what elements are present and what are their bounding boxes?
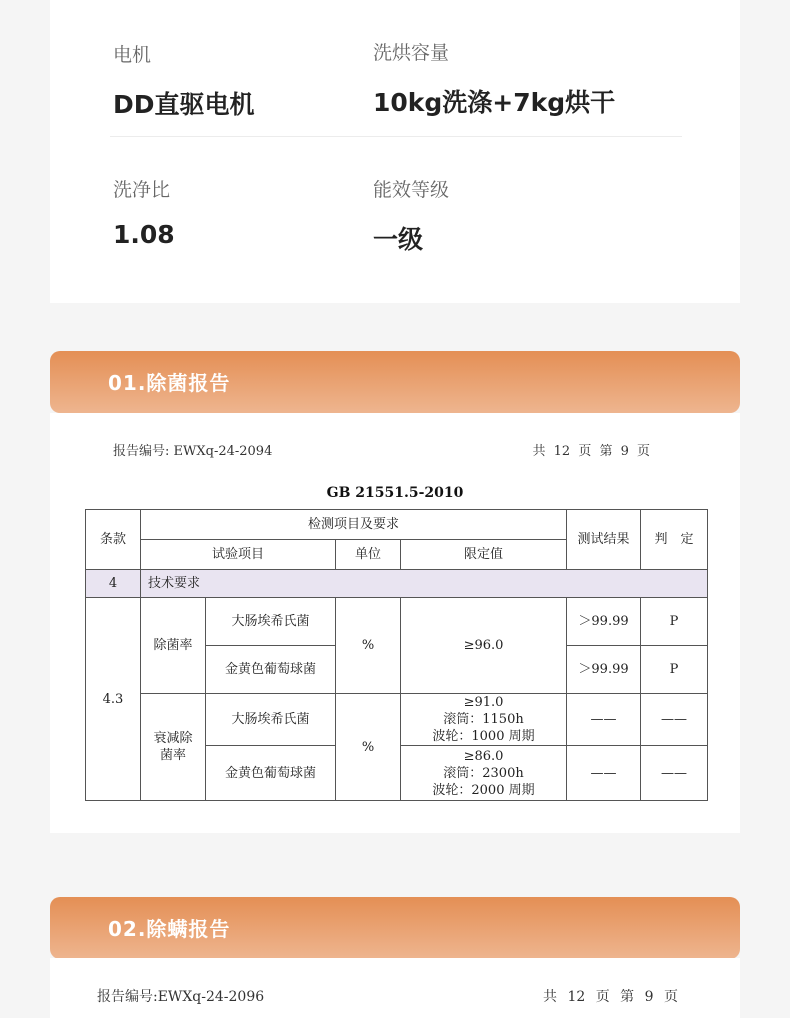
section-banner-mite-removal xyxy=(50,897,740,959)
spec-capacity xyxy=(373,38,615,119)
organism-cell: 大肠埃希氏菌 xyxy=(206,694,336,746)
organism-cell: 金黄色葡萄球菌 xyxy=(206,746,336,801)
spec-label: 电机 xyxy=(113,44,152,66)
spec-value: 一级 xyxy=(373,225,424,254)
judge-cell: —— xyxy=(641,746,708,801)
section-label: 技术要求 xyxy=(141,570,708,598)
section-banner-sterilization xyxy=(50,351,740,413)
header-unit: 单位 xyxy=(336,540,401,570)
report-number: 报告编号:EWXq-24-2096 xyxy=(97,989,265,1005)
header-judgement: 判 定 xyxy=(641,510,708,570)
clause-cell: 4.3 xyxy=(86,598,141,801)
header-limit: 限定值 xyxy=(401,540,567,570)
spec-label: 洗烘容量 xyxy=(373,42,450,64)
table-section-row xyxy=(86,570,708,598)
result-cell: ＞99.99 xyxy=(567,646,641,694)
spec-value: 1.08 xyxy=(113,220,175,249)
header-test-items-group: 检测项目及要求 xyxy=(141,510,567,540)
report-page-info: 共 12 页 第 9 页 xyxy=(532,444,650,459)
sterilization-report-card xyxy=(50,413,740,833)
limit-cell: ≥96.0 xyxy=(401,598,567,694)
table-row xyxy=(86,694,708,746)
section-title: 02.除螨报告 xyxy=(108,917,231,941)
report-page-info: 共 12 页 第 9 页 xyxy=(543,989,678,1005)
unit-cell: % xyxy=(336,598,401,694)
report-standard: GB 21551.5-2010 xyxy=(326,485,464,501)
limit-cell: ≥86.0 滚筒：2300h 波轮：2000 周期 xyxy=(401,746,567,801)
organism-cell: 金黄色葡萄球菌 xyxy=(206,646,336,694)
judge-cell: P xyxy=(641,598,708,646)
judge-cell: —— xyxy=(641,694,708,746)
table-header-row xyxy=(86,510,708,540)
header-result: 测试结果 xyxy=(567,510,641,570)
spec-value: DD直驱电机 xyxy=(113,90,255,119)
spec-value: 10kg洗涤+7kg烘干 xyxy=(373,88,616,117)
result-cell: ＞99.99 xyxy=(567,598,641,646)
result-cell: —— xyxy=(567,746,641,801)
spec-motor xyxy=(113,40,255,121)
report-table xyxy=(85,509,708,801)
organism-cell: 大肠埃希氏菌 xyxy=(206,598,336,646)
spec-label: 洗净比 xyxy=(113,179,171,201)
group-name: 衰减除 菌率 xyxy=(141,694,206,801)
spec-card xyxy=(50,0,740,303)
spec-divider xyxy=(110,136,682,137)
mite-report-card xyxy=(50,958,740,1018)
judge-cell: P xyxy=(641,646,708,694)
spec-label: 能效等级 xyxy=(373,179,450,201)
limit-cell: ≥91.0 滚筒：1150h 波轮：1000 周期 xyxy=(401,694,567,746)
group-name: 除菌率 xyxy=(141,598,206,694)
spec-energy-grade xyxy=(373,175,449,256)
section-clause: 4 xyxy=(86,570,141,598)
table-row xyxy=(86,598,708,646)
unit-cell: % xyxy=(336,694,401,801)
header-clause: 条款 xyxy=(86,510,141,570)
spec-wash-ratio xyxy=(113,175,175,249)
header-test-item: 试验项目 xyxy=(141,540,336,570)
result-cell: —— xyxy=(567,694,641,746)
section-title: 01.除菌报告 xyxy=(108,371,231,395)
report-number: 报告编号: EWXq-24-2094 xyxy=(113,444,273,459)
